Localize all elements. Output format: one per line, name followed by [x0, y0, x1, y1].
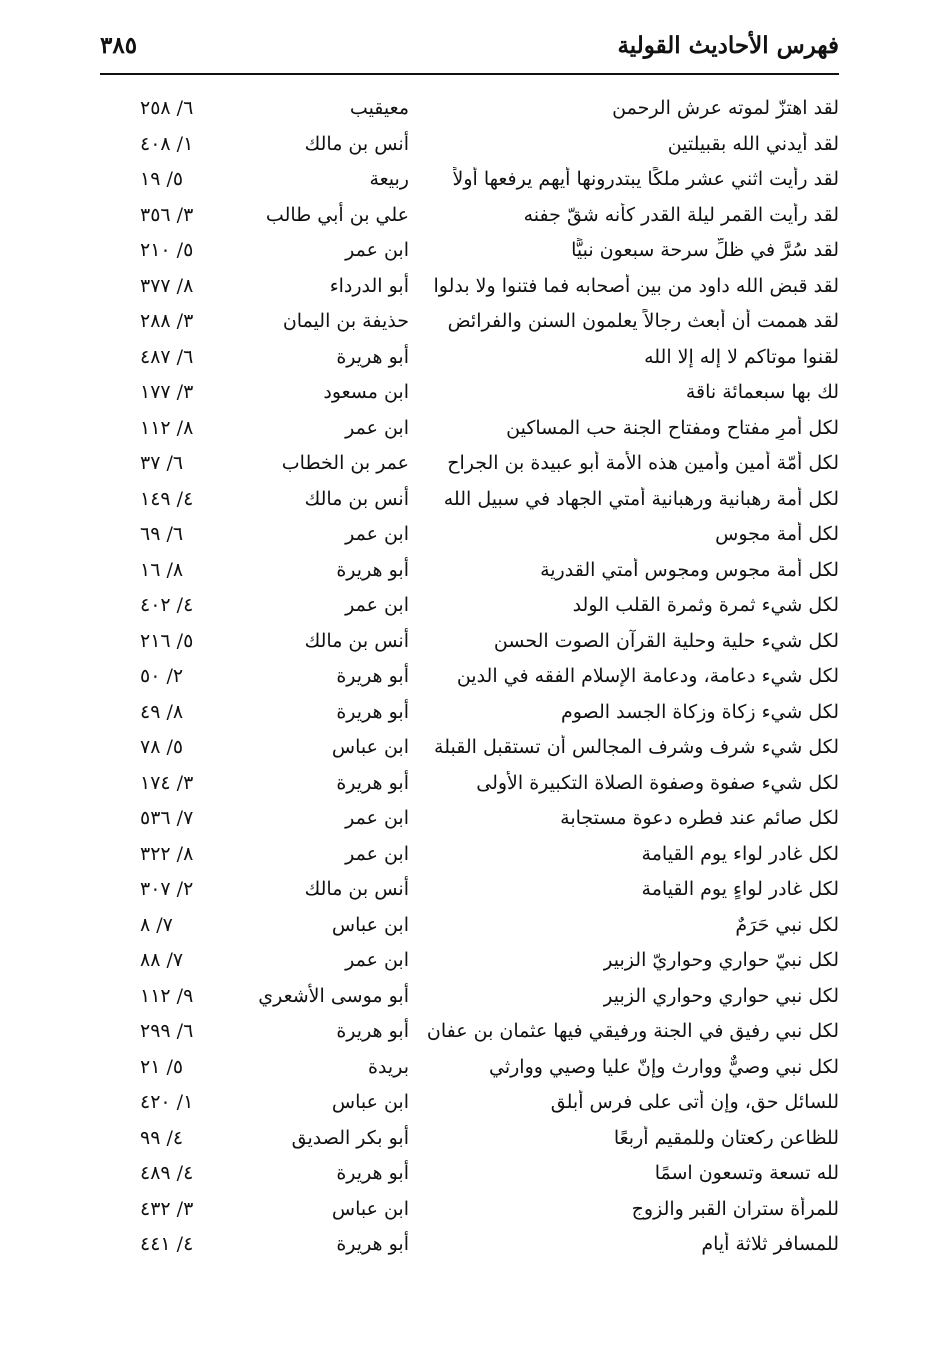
volume-page-ref: ٥/ ٢١	[140, 1055, 184, 1078]
volume-page-ref: ٣/ ١٧٧	[140, 381, 194, 403]
volume-page-ref: ٢/ ٣٠٧	[140, 878, 194, 900]
narrator-name: أبو هريرة	[336, 700, 409, 723]
hadith-text: لقد أيدني الله بقبيلتين	[667, 132, 839, 155]
narrator-name: أبو هريرة	[336, 345, 409, 368]
index-row	[100, 303, 839, 339]
index-row	[100, 907, 839, 943]
index-row	[100, 1120, 839, 1156]
hadith-text: لكل شيء ثمرة وثمرة القلب الولد	[572, 594, 839, 616]
hadith-index-list	[100, 90, 839, 1262]
hadith-text: لكل شيء صفوة وصفوة الصلاة التكبيرة الأولى	[476, 771, 839, 794]
narrator-name: علي بن أبي طالب	[265, 203, 409, 226]
narrator-name: أبو هريرة	[336, 558, 409, 581]
index-row	[100, 623, 839, 659]
volume-page-ref: ٤/ ٩٩	[140, 1126, 184, 1149]
volume-page-ref: ٨/ ٤٩	[140, 700, 184, 723]
index-row	[100, 1084, 839, 1120]
hadith-text: لكل أمّة أمين وأمين هذه الأمة أبو عبيدة بن الجراح	[447, 452, 839, 474]
index-row	[100, 978, 839, 1014]
narrator-name: حذيفة بن اليمان	[282, 310, 409, 332]
volume-page-ref: ٦/ ٣٧	[140, 452, 184, 474]
volume-page-ref: ٦/ ٦٩	[140, 523, 184, 545]
hadith-text: للمسافر ثلاثة أيام	[701, 1233, 839, 1255]
volume-page-ref: ٤/ ٤٨٩	[140, 1162, 194, 1184]
volume-page-ref: ٨/ ٣٢٢	[140, 842, 194, 865]
volume-page-ref: ٣/ ٤٣٢	[140, 1197, 194, 1220]
index-row	[100, 445, 839, 481]
volume-page-ref: ٥/ ٢١٦	[140, 629, 194, 652]
volume-page-ref: ٣/ ٣٥٦	[140, 203, 194, 226]
narrator-name: ابن عمر	[345, 239, 409, 261]
hadith-text: لله تسعة وتسعون اسمًا	[654, 1162, 839, 1184]
index-row	[100, 1191, 839, 1227]
index-row	[100, 800, 839, 836]
volume-page-ref: ٦/ ٢٥٨	[140, 97, 194, 119]
narrator-name: أبو هريرة	[336, 1233, 409, 1255]
narrator-name: ابن عمر	[345, 594, 409, 616]
volume-page-ref: ٧/ ٨٨	[140, 949, 184, 971]
index-row	[100, 516, 839, 552]
narrator-name: بريدة	[368, 1055, 409, 1078]
hadith-text: للسائل حق، وإن أتى على فرس أبلق	[550, 1091, 839, 1113]
index-row	[100, 90, 839, 126]
hadith-text: لكل نبي رفيق في الجنة ورفيقي فيها عثمان بن عفان	[426, 1020, 839, 1042]
narrator-name: أنس بن مالك	[304, 132, 409, 155]
volume-page-ref: ٣/ ١٧٤	[140, 771, 194, 794]
narrator-name: أبو هريرة	[336, 1020, 409, 1042]
index-row	[100, 339, 839, 375]
hadith-text: لكل غادر لواءٍ يوم القيامة	[641, 878, 839, 900]
narrator-name: معيقيب	[349, 97, 409, 119]
narrator-name: ربيعة	[369, 168, 409, 190]
volume-page-ref: ٥/ ٧٨	[140, 736, 184, 758]
narrator-name: ابن عباس	[331, 913, 409, 936]
header-rule	[100, 73, 839, 75]
narrator-name: ابن عباس	[331, 1197, 409, 1220]
volume-page-ref: ٨/ ١١٢	[140, 416, 194, 439]
hadith-text: لقد اهتزّ لموته عرش الرحمن	[612, 97, 839, 119]
hadith-text: لكل نبيّ حواري وحواريّ الزبير	[603, 949, 839, 971]
volume-page-ref: ٥/ ١٩	[140, 168, 184, 190]
volume-page-ref: ٨/ ٣٧٧	[140, 274, 194, 297]
narrator-name: ابن مسعود	[323, 381, 409, 403]
narrator-name: ابن عباس	[331, 736, 409, 758]
volume-page-ref: ٦/ ٢٩٩	[140, 1020, 194, 1042]
hadith-text: لقد قبض الله داود من بين أصحابه فما فتنوا ولا بدلوا	[433, 274, 839, 297]
volume-page-ref: ٩/ ١١٢	[140, 984, 194, 1007]
narrator-name: عمر بن الخطاب	[281, 452, 409, 474]
hadith-text: لكل غادر لواء يوم القيامة	[641, 842, 839, 865]
narrator-name: ابن عمر	[345, 949, 409, 971]
volume-page-ref: ١/ ٤٠٨	[140, 132, 194, 155]
volume-page-ref: ١/ ٤٢٠	[140, 1091, 194, 1113]
index-row	[100, 729, 839, 765]
hadith-text: لكل نبي حَرَمٌ	[735, 913, 839, 936]
narrator-name: ابن عمر	[345, 416, 409, 439]
hadith-text: لكل أمة مجوس ومجوس أمتي القدرية	[540, 558, 839, 581]
hadith-text: لقد سُرَّ في ظلِّ سرحة سبعون نبيًّا	[571, 239, 839, 261]
volume-page-ref: ٥/ ٢١٠	[140, 239, 194, 261]
hadith-text: لكل أمة مجوس	[715, 523, 839, 545]
hadith-text: لكل أمة رهبانية ورهبانية أمتي الجهاد في سبيل الله	[443, 487, 839, 510]
index-row	[100, 658, 839, 694]
narrator-name: أنس بن مالك	[304, 629, 409, 652]
index-row	[100, 587, 839, 623]
index-row	[100, 1226, 839, 1262]
index-row	[100, 694, 839, 730]
volume-page-ref: ٤/ ١٤٩	[140, 487, 194, 510]
page-number: ٣٨٥	[100, 32, 138, 59]
index-row	[100, 871, 839, 907]
hadith-text: للظاعن ركعتان وللمقيم أربعًا	[613, 1126, 839, 1149]
narrator-name: ابن عمر	[345, 842, 409, 865]
volume-page-ref: ٢/ ٥٠	[140, 665, 184, 687]
hadith-text: لكل شيء حلية وحلية القرآن الصوت الحسن	[493, 629, 839, 652]
hadith-text: لكل صائم عند فطره دعوة مستجابة	[560, 807, 839, 829]
hadith-text: لكل أمرٍ مفتاح ومفتاح الجنة حب المساكين	[506, 416, 839, 439]
narrator-name: ابن عباس	[331, 1091, 409, 1113]
index-row	[100, 1049, 839, 1085]
narrator-name: أبو موسى الأشعري	[258, 984, 409, 1007]
narrator-name: ابن عمر	[345, 807, 409, 829]
index-row	[100, 1155, 839, 1191]
volume-page-ref: ٤/ ٤٠٢	[140, 594, 194, 616]
volume-page-ref: ٨/ ١٦	[140, 558, 184, 581]
hadith-text: للمرأة ستران القبر والزوج	[631, 1197, 839, 1220]
hadith-text: لكل نبي وصيٌّ ووارث وإنّ عليا وصيي ووارثي	[488, 1055, 839, 1078]
narrator-name: أبو هريرة	[336, 665, 409, 687]
index-row	[100, 836, 839, 872]
index-row	[100, 410, 839, 446]
volume-page-ref: ٣/ ٢٨٨	[140, 310, 194, 332]
narrator-name: أبو بكر الصديق	[291, 1126, 409, 1149]
index-row	[100, 481, 839, 517]
narrator-name: أبو هريرة	[336, 1162, 409, 1184]
hadith-text: لقد رأيت اثني عشر ملكًا يبتدرونها أيهم يرفعها أولاً	[452, 168, 839, 190]
narrator-name: أنس بن مالك	[304, 878, 409, 900]
hadith-text: لكل شيء شرف وشرف المجالس أن تستقبل القبلة	[434, 736, 839, 758]
narrator-name: أنس بن مالك	[304, 487, 409, 510]
index-row	[100, 197, 839, 233]
hadith-text: لكل نبي حواري وحواري الزبير	[603, 984, 839, 1007]
hadith-text: لكل شيء دعامة، ودعامة الإسلام الفقه في الدين	[456, 665, 839, 687]
index-row	[100, 552, 839, 588]
index-row	[100, 765, 839, 801]
hadith-text: لقنوا موتاكم لا إله إلا الله	[644, 345, 839, 368]
narrator-name: أبو هريرة	[336, 771, 409, 794]
narrator-name: أبو الدرداء	[329, 274, 409, 297]
volume-page-ref: ٦/ ٤٨٧	[140, 345, 194, 368]
hadith-text: لكل شيء زكاة وزكاة الجسد الصوم	[560, 700, 839, 723]
page-header	[100, 28, 839, 68]
hadith-text: لقد رأيت القمر ليلة القدر كأنه شقّ جفنه	[523, 203, 839, 226]
page-title: فهرس الأحاديث القولية	[617, 32, 839, 59]
index-row	[100, 126, 839, 162]
index-row	[100, 942, 839, 978]
index-row	[100, 268, 839, 304]
volume-page-ref: ٧/ ٥٣٦	[140, 807, 194, 829]
narrator-name: ابن عمر	[345, 523, 409, 545]
hadith-text: لقد هممت أن أبعث رجالاً يعلمون السنن والفرائض	[447, 310, 839, 332]
hadith-text: لك بها سبعمائة ناقة	[685, 381, 839, 403]
index-row	[100, 232, 839, 268]
volume-page-ref: ٧/ ٨	[140, 913, 173, 936]
index-row	[100, 161, 839, 197]
index-row	[100, 374, 839, 410]
volume-page-ref: ٤/ ٤٤١	[140, 1233, 194, 1255]
index-row	[100, 1013, 839, 1049]
